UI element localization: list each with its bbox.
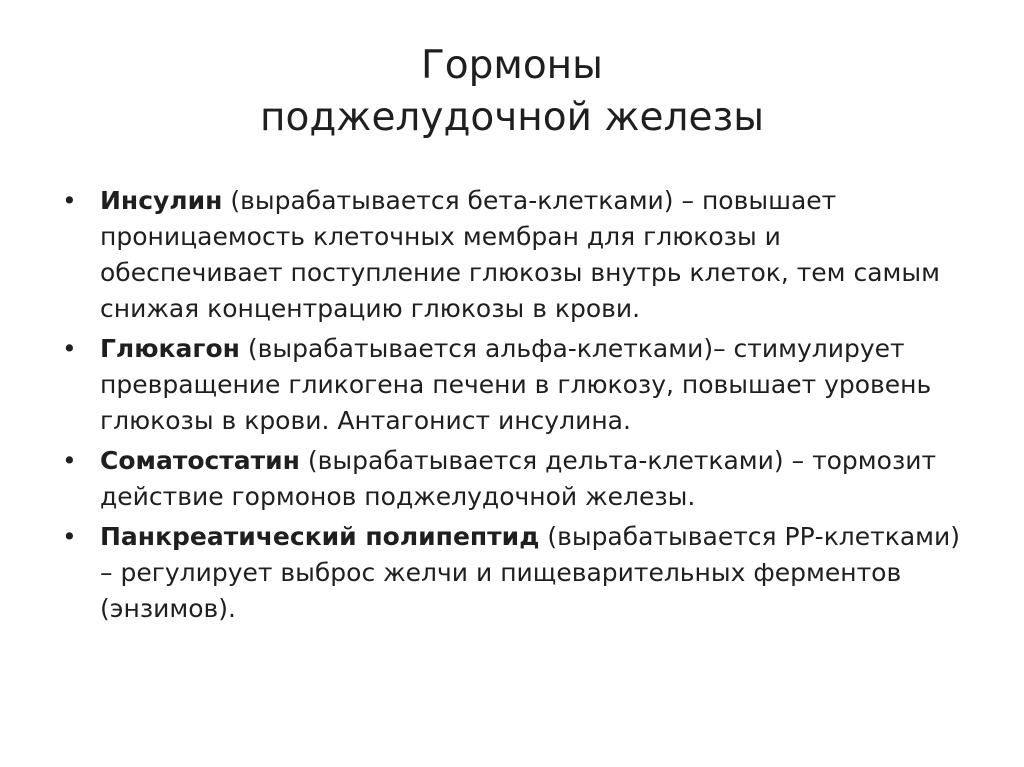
hormone-name: Глюкагон: [100, 334, 240, 363]
hormone-name: Соматостатин: [100, 446, 300, 475]
bullet-item-pancreatic-polypeptide: [62, 519, 962, 627]
bullet-item-glucagon: [62, 331, 962, 439]
bullet-dot: •: [62, 446, 77, 475]
hormone-description: (вырабатывается альфа-клетками)– стимулирует превращение гликогена печени в глюкозу, повышает уровень глюкозы в крови. Антагонист инсулина.: [100, 334, 932, 435]
hormone-name: Панкреатический полипептид: [100, 522, 540, 551]
hormone-name: Инсулин: [100, 186, 223, 215]
slide-title-line-2: поджелудочной железы: [259, 95, 764, 140]
bullet-dot: •: [62, 186, 77, 215]
slide-title-line-1: Гормоны: [421, 43, 603, 88]
bullet-dot: •: [62, 334, 77, 363]
bullet-list: [62, 183, 962, 631]
hormone-description: (вырабатывается дельта-клетками) – тормозит действие гормонов поджелудочной железы.: [100, 446, 937, 511]
hormone-description: (вырабатывается бета-клетками) – повышает проницаемость клеточных мембран для глюкозы и обеспечивает поступление глюкозы внутрь клеток, тем самым снижая концентрацию глюкозы в крови.: [100, 186, 941, 323]
hormone-description: (вырабатывается РР-клетками) – регулирует выброс желчи и пищеварительных ферментов (энзимов).: [100, 522, 960, 623]
bullet-dot: •: [62, 522, 77, 551]
bullet-item-insulin: [62, 183, 962, 327]
slide-title: [0, 40, 1024, 144]
bullet-item-somatostatin: [62, 443, 962, 515]
